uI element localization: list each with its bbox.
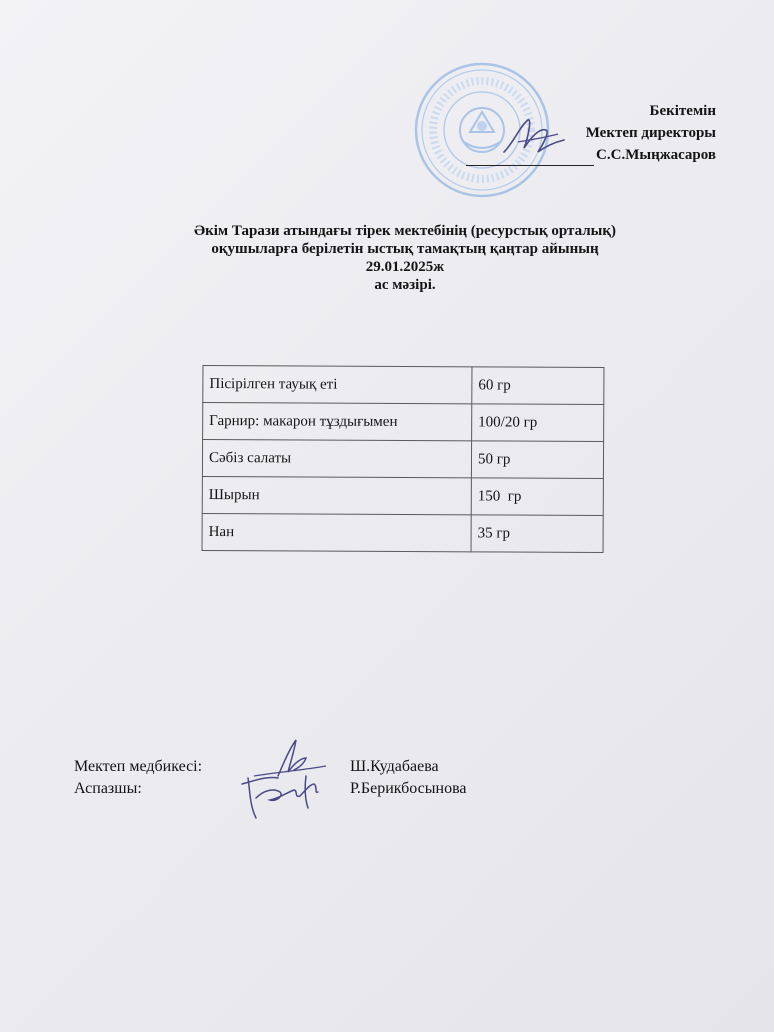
- dish-amount: 100/20 гр: [472, 404, 604, 442]
- dish-name: Гарнир: макарон тұздығымен: [203, 402, 472, 440]
- nurse-row: [74, 756, 594, 778]
- title-line-4: ас мәзірі.: [374, 277, 436, 293]
- dish-name: Пісірілген тауық еті: [203, 365, 472, 403]
- signature-block: [74, 756, 594, 800]
- document-title: [150, 222, 660, 294]
- table-row: [202, 439, 603, 478]
- menu-table: [202, 365, 605, 553]
- director-position: Мектеп директоры: [585, 125, 716, 141]
- dish-amount: 150 гр: [471, 478, 603, 516]
- title-line-2: оқушыларға берілетін ыстық тамақтың қаңтар айының: [211, 241, 599, 257]
- dish-name: Шырын: [202, 476, 471, 514]
- nurse-role: Мектеп медбикесі:: [74, 758, 203, 775]
- cook-row: [74, 778, 594, 800]
- director-signature: [498, 112, 570, 164]
- table-row: [203, 402, 604, 441]
- table-row: [202, 476, 603, 515]
- cook-name: Р.Берикбосынова: [350, 780, 467, 797]
- dish-amount: 60 гр: [472, 367, 604, 405]
- approve-word: Бекітемін: [649, 103, 716, 119]
- table-row: [202, 513, 603, 552]
- table-row: [203, 365, 604, 404]
- director-name: С.С.Мыңжасаров: [596, 147, 716, 163]
- dish-amount: 35 гр: [471, 515, 603, 553]
- title-date: 29.01.2025ж: [365, 259, 445, 275]
- nurse-name: Ш.Кудабаева: [350, 758, 439, 775]
- cook-role: Аспазшы:: [74, 780, 142, 797]
- title-line-1: Әкім Тарази атындағы тірек мектебінің (ресурстық орталық): [194, 223, 616, 239]
- dish-amount: 50 гр: [471, 441, 603, 479]
- dish-name: Сәбіз салаты: [202, 439, 471, 477]
- dish-name: Нан: [202, 513, 471, 551]
